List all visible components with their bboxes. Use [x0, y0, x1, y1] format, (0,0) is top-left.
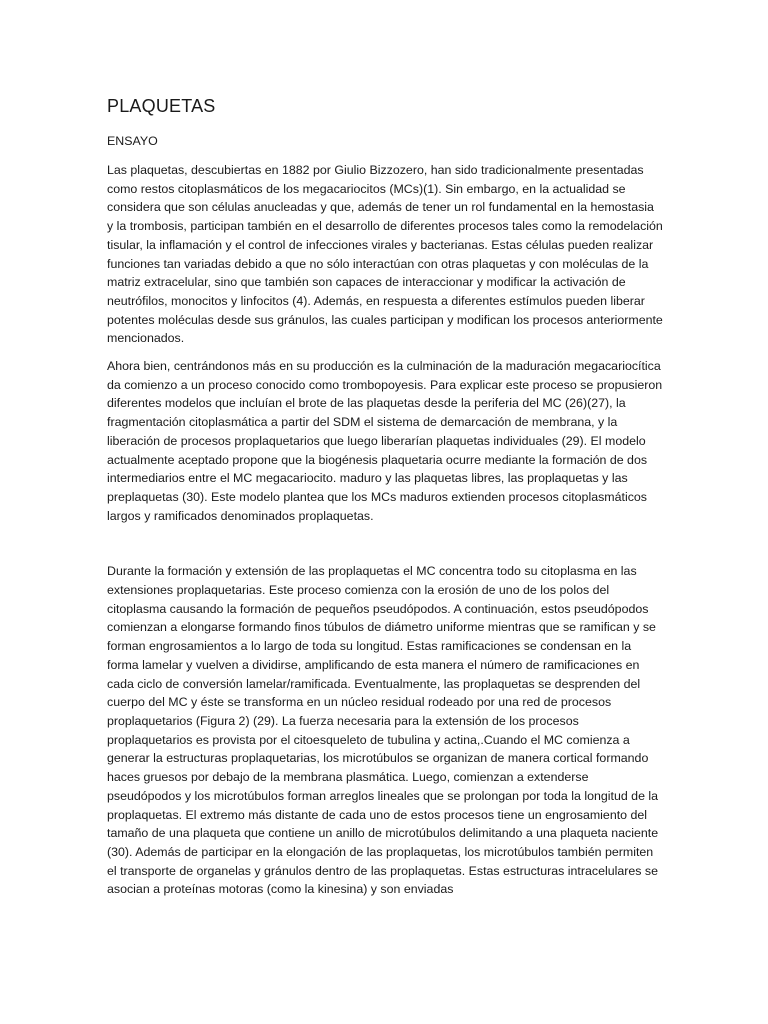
blank-line: [107, 534, 663, 562]
document-title: PLAQUETAS: [107, 96, 216, 116]
paragraph-formation: Durante la formación y extensión de las proplaquetas el MC concentra todo su citoplasma en las extensiones proplaquetarias. Este proceso comienza con la erosión de uno de los polos del citoplasma causando la formación de pequeños pseudópodos. A continuación, estos pseudópodos comienzan a elongarse formando finos túbulos de diámetro uniforme mientras que se ramifican y se forman engrosamientos a lo largo de toda su longitud. Estas ramificaciones se condensan en la forma lamelar y vuelven a dividirse, amplificando de esta manera el número de ramificaciones en cada ciclo de conversión lamelar/ramificada. Eventualmente, las proplaquetas se desprenden del cuerpo del MC y éste se transforma en un núcleo residual rodeado por una red de procesos proplaquetarios (Figura 2) (29). La fuerza necesaria para la extensión de los procesos proplaquetarios es provista por el citoesqueleto de tubulina y actina,.Cuando el MC comienza a generar la estructuras proplaquetarias, los microtúbulos se organizan de manera cortical formando haces gruesos por debajo de la membrana plasmática. Luego, comienzan a extenderse pseudópodos y los microtúbulos forman arreglos lineales que se prolongan por toda la longitud de la proplaquetas. El extremo más distante de cada uno de estos procesos tiene un engrosamiento del tamaño de una plaqueta que contiene un anillo de microtúbulos delimitando a una plaqueta naciente (30). Además de participar en la elongación de las proplaquetas, los microtúbulos también permiten el transporte de organelas y gránulos dentro de las proplaquetas. Estas estructuras intracelulares se asocian a proteínas motoras (como la kinesina) y son enviadas: [107, 564, 659, 897]
document-body: [107, 94, 663, 908]
paragraph-production: Ahora bien, centrándonos más en su producción es la culminación de la maduración megacariocítica da comienzo a un proceso conocido como trombopoyesis. Para explicar este proceso se propusieron diferentes modelos que incluían el brote de las plaquetas desde la periferia del MC (26)(27), la fragmentación citoplasmática a partir del SDM el sistema de demarcación de membrana, y la liberación de procesos proplaquetarios que luego liberarían plaquetas individuales (29). El modelo actualmente aceptado propone que la biogénesis plaquetaria ocurre mediante la formación de dos intermediarios entre el MC megacariocito. maduro y las plaquetas libres, las proplaquetas y las preplaquetas (30). Este modelo plantea que los MCs maduros extienden procesos citoplasmáticos largos y ramificados denominados proplaquetas.: [107, 359, 663, 523]
document-subtitle: ENSAYO: [107, 134, 158, 148]
paragraph-introduction: Las plaquetas, descubiertas en 1882 por Giulio Bizzozero, han sido tradicionalmente presentadas como restos citoplasmáticos de los megacariocitos (MCs)(1). Sin embargo, en la actualidad se considera que son células anucleadas y que, además de tener un rol fundamental en la hemostasia y la trombosis, participan también en el desarrollo de diferentes procesos tales como la remodelación tisular, la inflamación y el control de infecciones virales y bacterianas. Estas células pueden realizar funciones tan variadas debido a que no sólo interactúan con otras plaquetas y con moléculas de la matriz extracelular, sino que también son capaces de interaccionar y modificar la activación de neutrófilos, monocitos y linfocitos (4). Además, en respuesta a diferentes estímulos pueden liberar potentes moléculas desde sus gránulos, las cuales participan y modifican los procesos anteriormente mencionados.: [107, 163, 663, 346]
